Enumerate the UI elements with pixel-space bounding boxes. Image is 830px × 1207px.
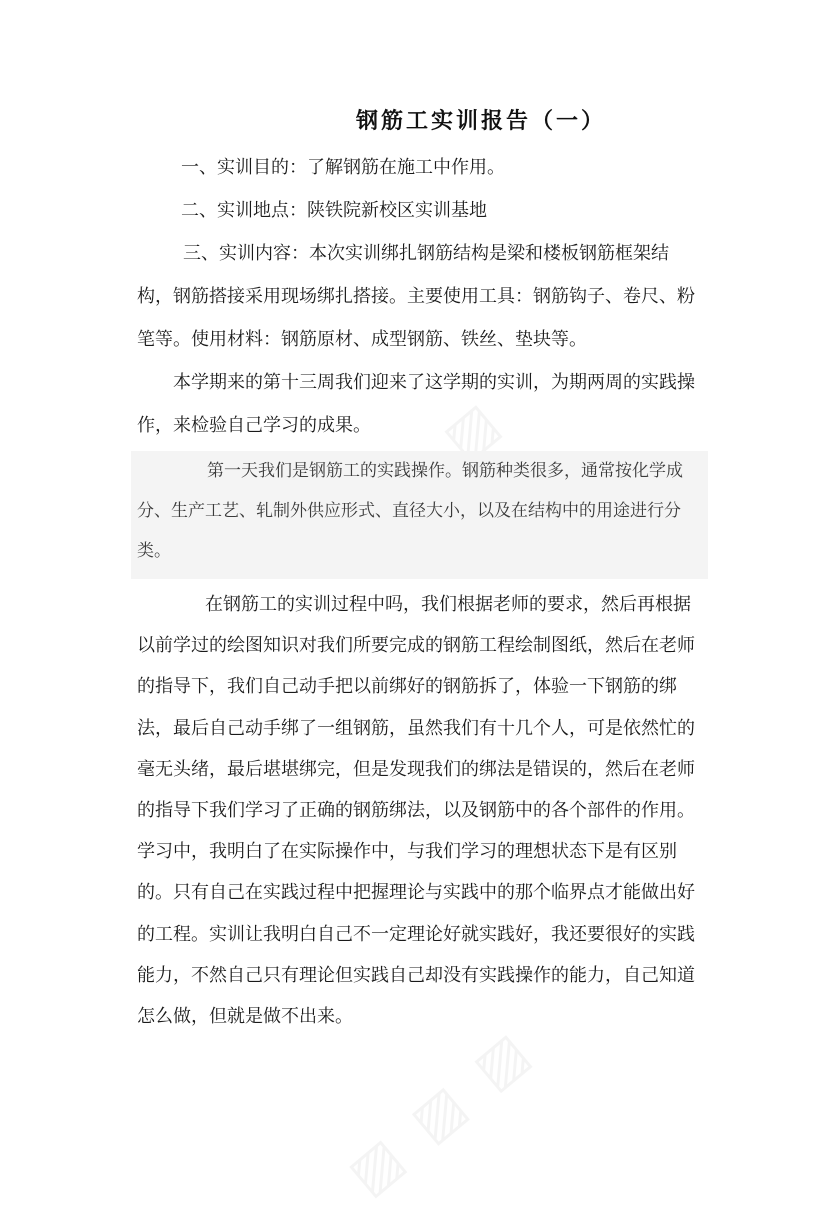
watermark <box>336 1016 546 1206</box>
document-title: 钢筋工实训报告（一） <box>356 108 607 134</box>
paragraph-content: 三、实训内容：本次实训绑扎钢筋结构是梁和楼板钢筋框架结构，钢筋搭接采用现场绑扎搭接。主要使用工具：钢筋钩子、卷尺、粉笔等。使用材料：钢筋原材、成型钢筋、铁丝、垫块等。 <box>137 243 695 350</box>
paragraph-day-one: 第一天我们是钢筋工的实践操作。钢筋种类很多，通常按化学成分、生产工艺、轧制外供应形式、直径大小，以及在结构中的用途进行分类。 <box>137 461 683 561</box>
paragraph-location: 二、实训地点：陕铁院新校区实训基地 <box>181 200 487 221</box>
paragraph-process: 在钢筋工的实训过程中吗，我们根据老师的要求，然后再根据以前学过的绘图知识对我们所要完成的钢筋工程绘制图纸，然后在老师的指导下，我们自己动手把以前绑好的钢筋拆了，体验一下钢筋的绑法，最后自己动手绑了一组钢筋，虽然我们有十几个人，可是依然忙的毫无头绪，最后堪堪绑完，但是发现我们的绑法是错误的，然后在老师的指导下我们学习了正确的钢筋绑法，以及钢筋中的各个部件的作用。学习中，我明白了在实际操作中，与我们学习的理想状态下是有区别的。只有自己在实践过程中把握理论与实践中的那个临界点才能做出好的工程。实训让我明白自己不一定理论好就实践好，我还要很好的实践能力，不然自己只有理论但实践自己却没有实践操作的能力，自己知道怎么做，但就是做不出来。 <box>137 594 695 1028</box>
paragraph-purpose: 一、实训目的：了解钢筋在施工中作用。 <box>181 157 505 178</box>
paragraph-intro: 本学期来的第十三周我们迎来了这学期的实训，为期两周的实践操作，来检验自己学习的成果。 <box>137 372 695 436</box>
